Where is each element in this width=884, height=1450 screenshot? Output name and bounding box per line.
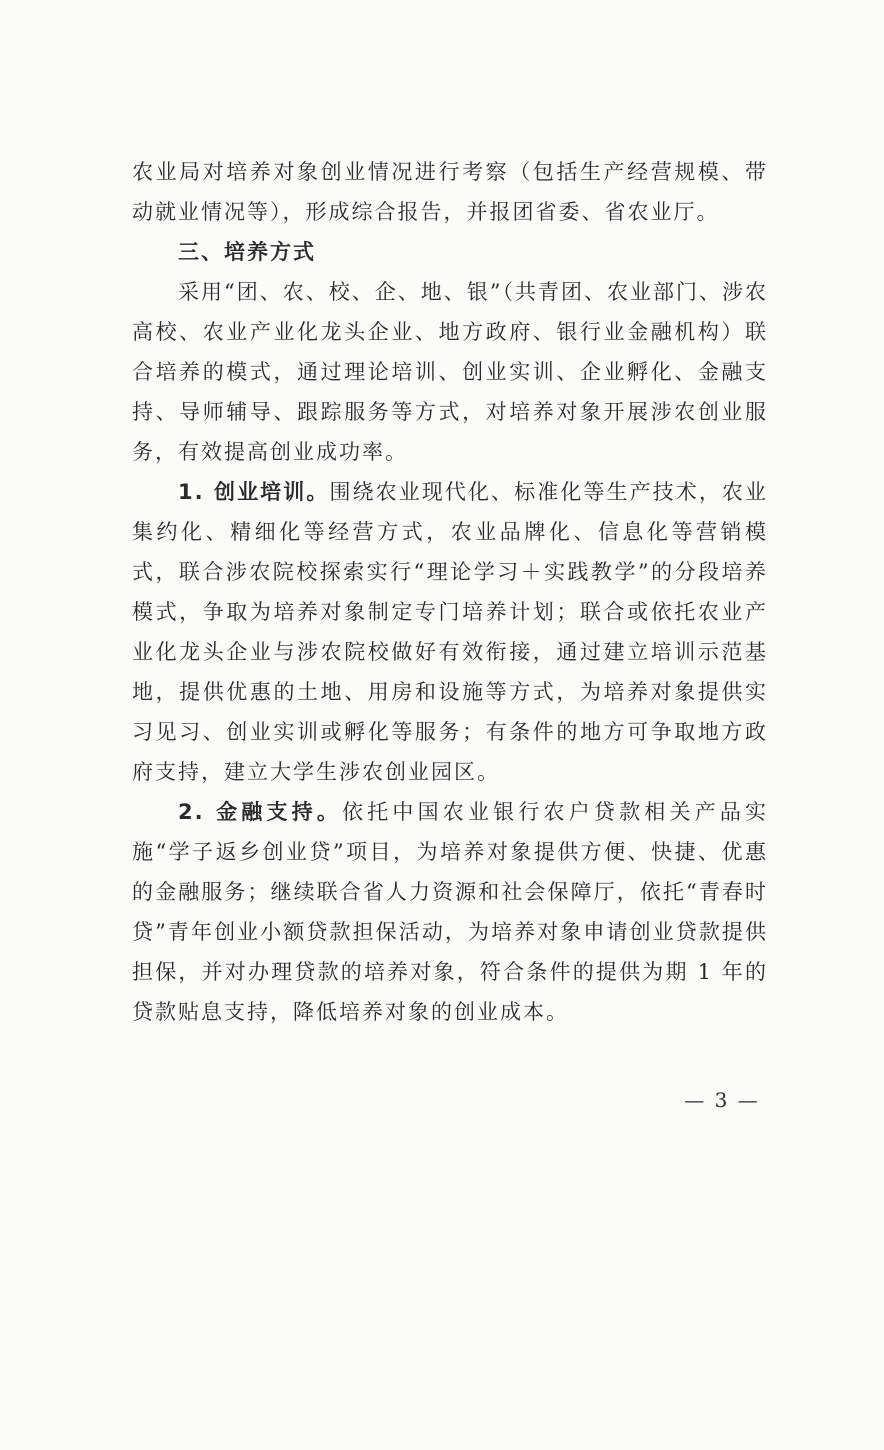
paragraph-method: 采用“团、农、校、企、地、银”（共青团、农业部门、涉农高校、农业产业化龙头企业、地方政府、银行业金融机构）联合培养的模式，通过理论培训、创业实训、企业孵化、金融支持、导师辅导、跟踪服务等方式，对培养对象开展涉农创业服务，有效提高创业成功率。 [132, 280, 768, 464]
item-training-body: 围绕农业现代化、标准化等生产技术，农业集约化、精细化等经营方式，农业品牌化、信息化等营销模式，联合涉农院校探索实行“理论学习＋实践教学”的分段培养模式，争取为培养对象制定专门培养计划；联合或依托农业产业化龙头企业与涉农院校做好有效衔接，通过建立培训示范基地，提供优惠的土地、用房和设施等方式，为培养对象提供实习见习、创业实训或孵化等服务；有条件的地方可争取地方政府支持，建立大学生涉农创业园区。 [132, 480, 769, 784]
document-body [132, 152, 768, 1032]
item-finance [132, 792, 768, 1032]
item-training-title: 1. 创业培训。 [178, 480, 330, 504]
section-heading: 三、培养方式 [178, 240, 316, 264]
page-number: — 3 — [684, 1088, 760, 1112]
paragraph-continuation: 农业局对培养对象创业情况进行考察（包括生产经营规模、带动就业情况等），形成综合报告，并报团省委、省农业厅。 [132, 160, 768, 224]
item-finance-body: 依托中国农业银行农户贷款相关产品实施“学子返乡创业贷”项目，为培养对象提供方便、快捷、优惠的金融服务；继续联合省人力资源和社会保障厅，依托“青春时贷”青年创业小额贷款担保活动，为培养对象申请创业贷款提供担保，并对办理贷款的培养对象，符合条件的提供为期 1 年的贷款贴息支持，降低培养对象的创业成本。 [132, 800, 769, 1024]
item-training [132, 472, 768, 792]
item-finance-title: 2. 金融支持。 [178, 800, 343, 824]
